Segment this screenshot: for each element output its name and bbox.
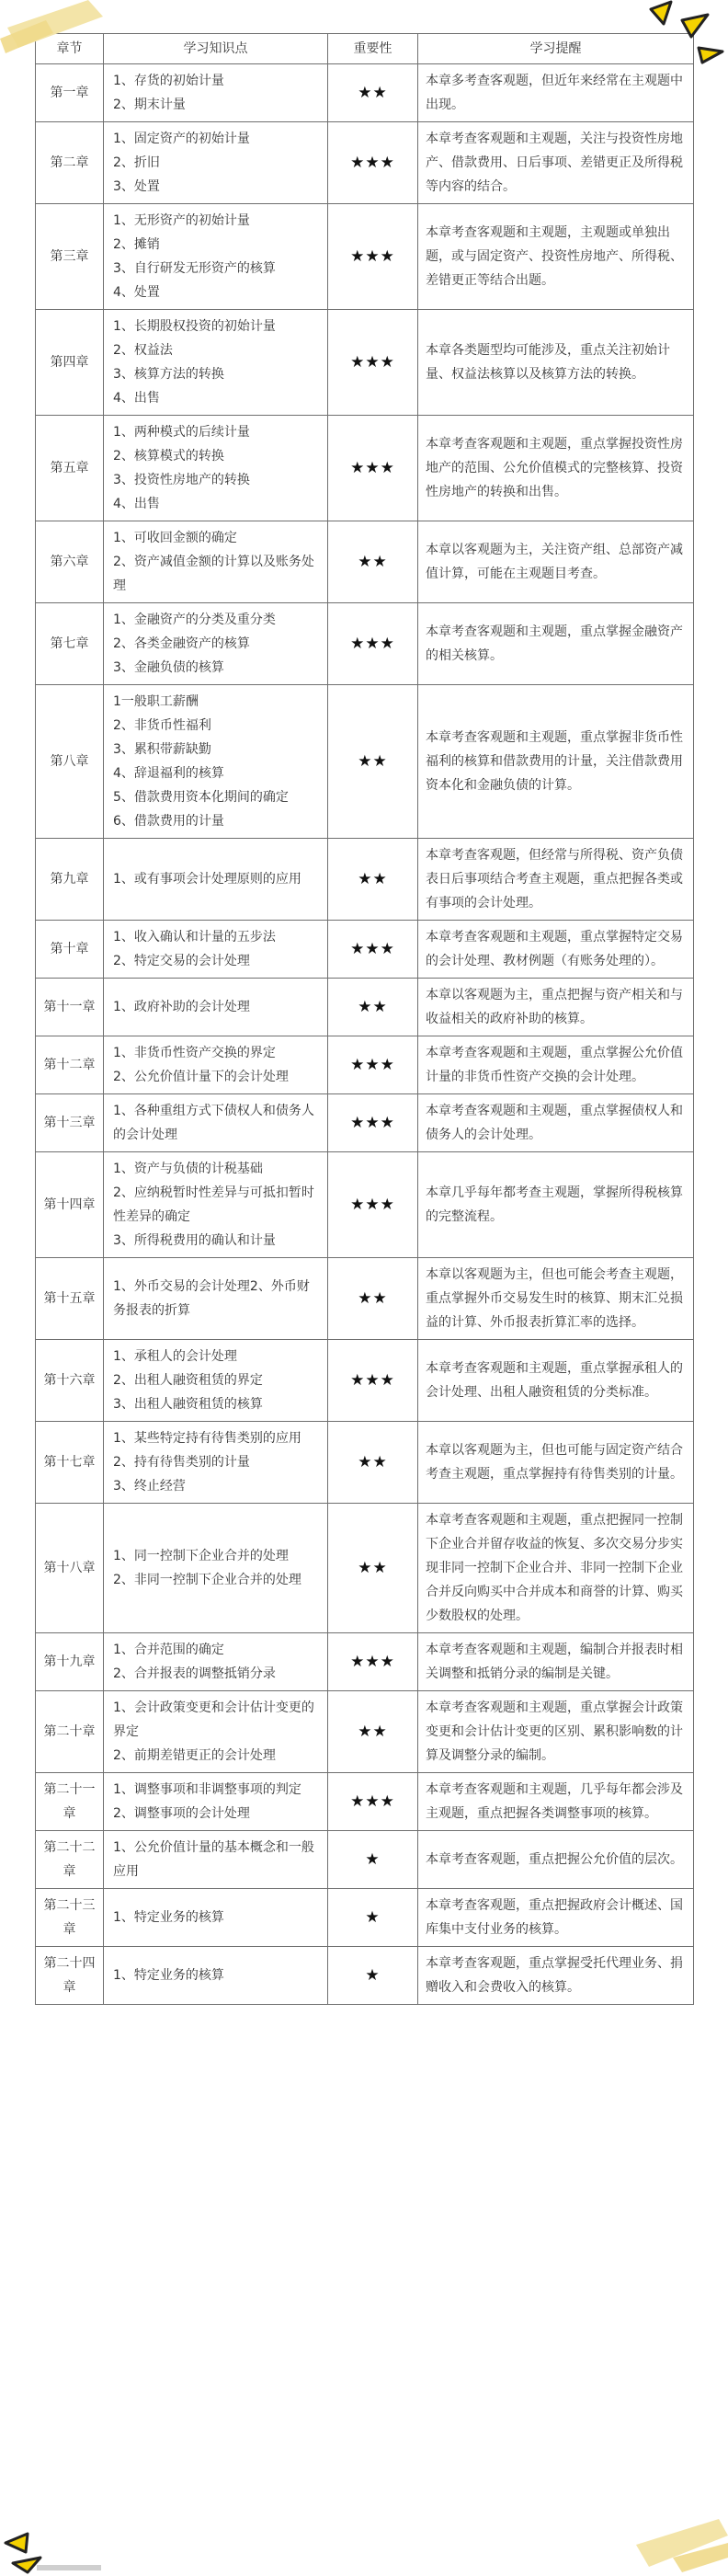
study-tip-cell: 本章考查客观题和主观题，主观题或单独出题，或与固定资产、投资性房地产、所得税、差错更正等结合出题。 [418,204,694,310]
study-tip-cell: 本章各类题型均可能涉及，重点关注初始计量、权益法核算以及核算方法的转换。 [418,310,694,416]
knowledge-points-cell [104,1258,328,1340]
knowledge-point: 1、会计政策变更和会计估计变更的界定 [113,1700,314,1739]
knowledge-point: 1、特定业务的核算 [113,1910,224,1925]
study-tip-cell: 本章考查客观题和主观题，重点掌握投资性房地产的范围、公允价值模式的完整核算、投资性房地产的转换和出售。 [418,416,694,521]
table-row [36,1773,694,1831]
header-tips: 学习提醒 [418,34,694,64]
knowledge-point: 1、外币交易的会计处理2、外币财务报表的折算 [113,1279,310,1318]
table-row [36,1094,694,1152]
chapter-cell: 第二十一章 [36,1773,104,1831]
knowledge-points-cell [104,1633,328,1691]
header-chapter: 章节 [36,34,104,64]
chapter-cell: 第九章 [36,839,104,921]
importance-stars: ★★★ [328,416,418,521]
importance-stars: ★★★ [328,1094,418,1152]
table-row [36,921,694,979]
importance-stars: ★★★ [328,122,418,204]
study-tip-cell: 本章考查客观题，但经常与所得税、资产负债表日后事项结合考查主观题，重点把握各类或有事项的会计处理。 [418,839,694,921]
knowledge-point: 2、前期差错更正的会计处理 [113,1748,276,1763]
chapter-cell: 第十九章 [36,1633,104,1691]
table-row [36,1831,694,1889]
importance-stars: ★★★ [328,603,418,685]
knowledge-points-cell [104,1889,328,1947]
table-row [36,64,694,122]
knowledge-point: 6、借款费用的计量 [113,814,224,829]
knowledge-point: 2、非同一控制下企业合并的处理 [113,1573,301,1587]
knowledge-points-cell [104,921,328,979]
knowledge-point: 1、合并范围的确定 [113,1643,224,1657]
chapter-cell: 第六章 [36,521,104,603]
table-row [36,1152,694,1258]
importance-stars: ★★★ [328,1152,418,1258]
study-tip-cell: 本章考查客观题，重点掌握受托代理业务、捐赠收入和会费收入的核算。 [418,1947,694,2005]
importance-stars: ★★ [328,1258,418,1340]
knowledge-point: 1、调整事项和非调整事项的判定 [113,1782,301,1797]
chapter-cell: 第十一章 [36,979,104,1036]
study-tip-cell: 本章几乎每年都考查主观题，掌握所得税核算的完整流程。 [418,1152,694,1258]
knowledge-points-cell [104,416,328,521]
knowledge-points-cell [104,1036,328,1094]
table-row [36,1947,694,2005]
knowledge-point: 4、处置 [113,285,160,300]
importance-stars: ★ [328,1889,418,1947]
importance-stars: ★★ [328,1691,418,1773]
importance-stars: ★★ [328,979,418,1036]
importance-stars: ★★★ [328,1773,418,1831]
knowledge-point: 2、应纳税暂时性差异与可抵扣暂时性差异的确定 [113,1185,314,1224]
study-tip-cell: 本章考查客观题，重点把握政府会计概述、国库集中支付业务的核算。 [418,1889,694,1947]
study-table [35,33,694,2005]
knowledge-point: 1、存货的初始计量 [113,74,224,88]
study-tip-cell: 本章考查客观题和主观题，重点掌握非货币性福利的核算和借款费用的计量，关注借款费用资本化和金融负债的计算。 [418,685,694,839]
chapter-cell: 第十四章 [36,1152,104,1258]
table-row [36,603,694,685]
importance-stars: ★★ [328,1422,418,1504]
chapter-cell: 第二十四章 [36,1947,104,2005]
knowledge-point: 1、金融资产的分类及重分类 [113,613,276,627]
knowledge-point: 3、金融负债的核算 [113,660,224,675]
knowledge-point: 3、出租人融资租赁的核算 [113,1397,263,1412]
knowledge-point: 1、固定资产的初始计量 [113,132,250,146]
knowledge-point: 5、借款费用资本化期间的确定 [113,790,289,805]
knowledge-point: 3、所得税费用的确认和计量 [113,1233,276,1248]
importance-stars: ★ [328,1831,418,1889]
study-tip-cell: 本章以客观题为主，但也可能与固定资产结合考查主观题，重点掌握持有待售类别的计量。 [418,1422,694,1504]
knowledge-point: 2、调整事项的会计处理 [113,1806,250,1821]
knowledge-point: 1、各种重组方式下债权人和债务人的会计处理 [113,1104,314,1142]
importance-stars: ★★ [328,685,418,839]
knowledge-point: 1、政府补助的会计处理 [113,1000,250,1014]
chapter-cell: 第二章 [36,122,104,204]
table-row [36,1504,694,1633]
knowledge-point: 1一般职工薪酬 [113,694,199,709]
study-tip-cell: 本章考查客观题和主观题，重点掌握公允价值计量的非货币性资产交换的会计处理。 [418,1036,694,1094]
chapter-cell: 第十八章 [36,1504,104,1633]
knowledge-point: 2、出租人融资租赁的界定 [113,1373,263,1388]
knowledge-point: 4、出售 [113,391,160,406]
knowledge-points-cell [104,1504,328,1633]
importance-stars: ★★ [328,521,418,603]
knowledge-points-cell [104,1947,328,2005]
table-row [36,204,694,310]
knowledge-points-cell [104,122,328,204]
table-row [36,839,694,921]
knowledge-points-cell [104,64,328,122]
knowledge-point: 1、或有事项会计处理原则的应用 [113,872,301,887]
knowledge-point: 1、某些特定持有待售类别的应用 [113,1431,301,1446]
importance-stars: ★★★ [328,1036,418,1094]
table-row [36,122,694,204]
knowledge-point: 2、期末计量 [113,97,186,112]
study-tip-cell: 本章以客观题为主，关注资产组、总部资产减值计算，可能在主观题目考查。 [418,521,694,603]
table-row [36,310,694,416]
knowledge-point: 2、摊销 [113,237,160,252]
chapter-cell: 第五章 [36,416,104,521]
knowledge-point: 2、折旧 [113,155,160,170]
importance-stars: ★★★ [328,921,418,979]
chapter-cell: 第十六章 [36,1340,104,1422]
chapter-cell: 第二十三章 [36,1889,104,1947]
knowledge-points-cell [104,839,328,921]
chapter-cell: 第二十章 [36,1691,104,1773]
knowledge-points-cell [104,603,328,685]
importance-stars: ★ [328,1947,418,2005]
table-row [36,1340,694,1422]
importance-stars: ★★ [328,64,418,122]
importance-stars: ★★★ [328,310,418,416]
study-tip-cell: 本章以客观题为主，重点把握与资产相关和与收益相关的政府补助的核算。 [418,979,694,1036]
table-row [36,416,694,521]
table-row [36,979,694,1036]
study-tip-cell: 本章考查客观题和主观题，几乎每年都会涉及主观题，重点把握各类调整事项的核算。 [418,1773,694,1831]
knowledge-points-cell [104,1094,328,1152]
knowledge-point: 3、终止经营 [113,1479,186,1494]
chapter-cell: 第十七章 [36,1422,104,1504]
knowledge-point: 1、同一控制下企业合并的处理 [113,1549,289,1563]
knowledge-point: 4、出售 [113,497,160,511]
knowledge-point: 2、资产减值金额的计算以及账务处理 [113,555,314,593]
knowledge-points-cell [104,979,328,1036]
corner-decoration-top-right [634,0,728,74]
study-tip-cell: 本章考查客观题和主观题，重点把握同一控制下企业合并留存收益的恢复、多次交易分步实现非同一控制下企业合并、非同一控制下企业合并反向购买中合并成本和商誉的计算、购买少数股权的处理。 [418,1504,694,1633]
chapter-cell: 第三章 [36,204,104,310]
knowledge-point: 2、核算模式的转换 [113,449,224,464]
knowledge-point: 3、累积带薪缺勤 [113,742,211,757]
chapter-cell: 第四章 [36,310,104,416]
knowledge-point: 1、非货币性资产交换的界定 [113,1046,276,1060]
knowledge-point: 3、处置 [113,179,160,194]
study-tip-cell: 本章考查客观题和主观题，重点掌握会计政策变更和会计估计变更的区别、累积影响数的计算及调整分录的编制。 [418,1691,694,1773]
knowledge-point: 1、资产与负债的计税基础 [113,1162,263,1176]
knowledge-points-cell [104,1340,328,1422]
chapter-cell: 第二十二章 [36,1831,104,1889]
study-tip-cell: 本章以客观题为主，但也可能会考查主观题，重点掌握外币交易发生时的核算、期末汇兑损益的计算、外币报表折算汇率的选择。 [418,1258,694,1340]
study-tip-cell: 本章考查客观题和主观题，关注与投资性房地产、借款费用、日后事项、差错更正及所得税等内容的结合。 [418,122,694,204]
chapter-cell: 第十二章 [36,1036,104,1094]
chapter-cell: 第八章 [36,685,104,839]
knowledge-point: 2、公允价值计量下的会计处理 [113,1070,289,1084]
corner-decoration-bottom-left [0,2512,110,2576]
chapter-cell: 第十章 [36,921,104,979]
table-row [36,685,694,839]
study-tip-cell: 本章考查客观题和主观题，重点掌握债权人和债务人的会计处理。 [418,1094,694,1152]
knowledge-point: 1、特定业务的核算 [113,1968,224,1983]
study-tip-cell: 本章考查客观题和主观题，重点掌握承租人的会计处理、出租人融资租赁的分类标准。 [418,1340,694,1422]
table-row [36,1258,694,1340]
table-row [36,1422,694,1504]
knowledge-point: 1、无形资产的初始计量 [113,213,250,228]
knowledge-point: 1、公允价值计量的基本概念和一般应用 [113,1840,314,1879]
corner-decoration-top-left [0,0,110,64]
table-body [36,64,694,2005]
table-frame [35,33,693,2005]
knowledge-point: 1、收入确认和计量的五步法 [113,930,276,945]
knowledge-points-cell [104,1691,328,1773]
knowledge-point: 4、辞退福利的核算 [113,766,224,781]
chapter-cell: 第七章 [36,603,104,685]
knowledge-point: 1、长期股权投资的初始计量 [113,319,276,334]
importance-stars: ★★★ [328,1340,418,1422]
table-row [36,1889,694,1947]
knowledge-point: 1、承租人的会计处理 [113,1349,237,1364]
table-row [36,1691,694,1773]
knowledge-points-cell [104,204,328,310]
knowledge-point: 3、核算方法的转换 [113,367,224,382]
chapter-cell: 第十三章 [36,1094,104,1152]
importance-stars: ★★★ [328,204,418,310]
knowledge-points-cell [104,1773,328,1831]
table-row [36,1036,694,1094]
importance-stars: ★★ [328,839,418,921]
study-tip-cell: 本章考查客观题，重点把握公允价值的层次。 [418,1831,694,1889]
header-points: 学习知识点 [104,34,328,64]
importance-stars: ★★★ [328,1633,418,1691]
knowledge-point: 2、合并报表的调整抵销分录 [113,1666,276,1681]
knowledge-point: 3、投资性房地产的转换 [113,473,250,487]
chapter-cell: 第一章 [36,64,104,122]
knowledge-points-cell [104,1152,328,1258]
knowledge-point: 2、特定交易的会计处理 [113,954,250,968]
knowledge-point: 2、各类金融资产的核算 [113,636,250,651]
knowledge-point: 2、非货币性福利 [113,718,211,733]
knowledge-point: 2、权益法 [113,343,173,358]
table-row [36,1633,694,1691]
header-row [36,34,694,64]
knowledge-point: 3、自行研发无形资产的核算 [113,261,276,276]
chapter-cell: 第十五章 [36,1258,104,1340]
study-tip-cell: 本章考查客观题和主观题，重点掌握金融资产的相关核算。 [418,603,694,685]
corner-decoration-bottom-right [618,2502,728,2576]
knowledge-points-cell [104,1422,328,1504]
knowledge-points-cell [104,1831,328,1889]
importance-stars: ★★ [328,1504,418,1633]
knowledge-points-cell [104,521,328,603]
knowledge-point: 1、可收回金额的确定 [113,531,237,545]
knowledge-points-cell [104,310,328,416]
header-importance: 重要性 [328,34,418,64]
table-row [36,521,694,603]
knowledge-point: 2、持有待售类别的计量 [113,1455,250,1470]
study-tip-cell: 本章多考查客观题，但近年来经常在主观题中出现。 [418,64,694,122]
knowledge-point: 1、两种模式的后续计量 [113,425,250,440]
study-tip-cell: 本章考查客观题和主观题，重点掌握特定交易的会计处理、教材例题（有账务处理的）。 [418,921,694,979]
study-tip-cell: 本章考查客观题和主观题，编制合并报表时相关调整和抵销分录的编制是关键。 [418,1633,694,1691]
knowledge-points-cell [104,685,328,839]
